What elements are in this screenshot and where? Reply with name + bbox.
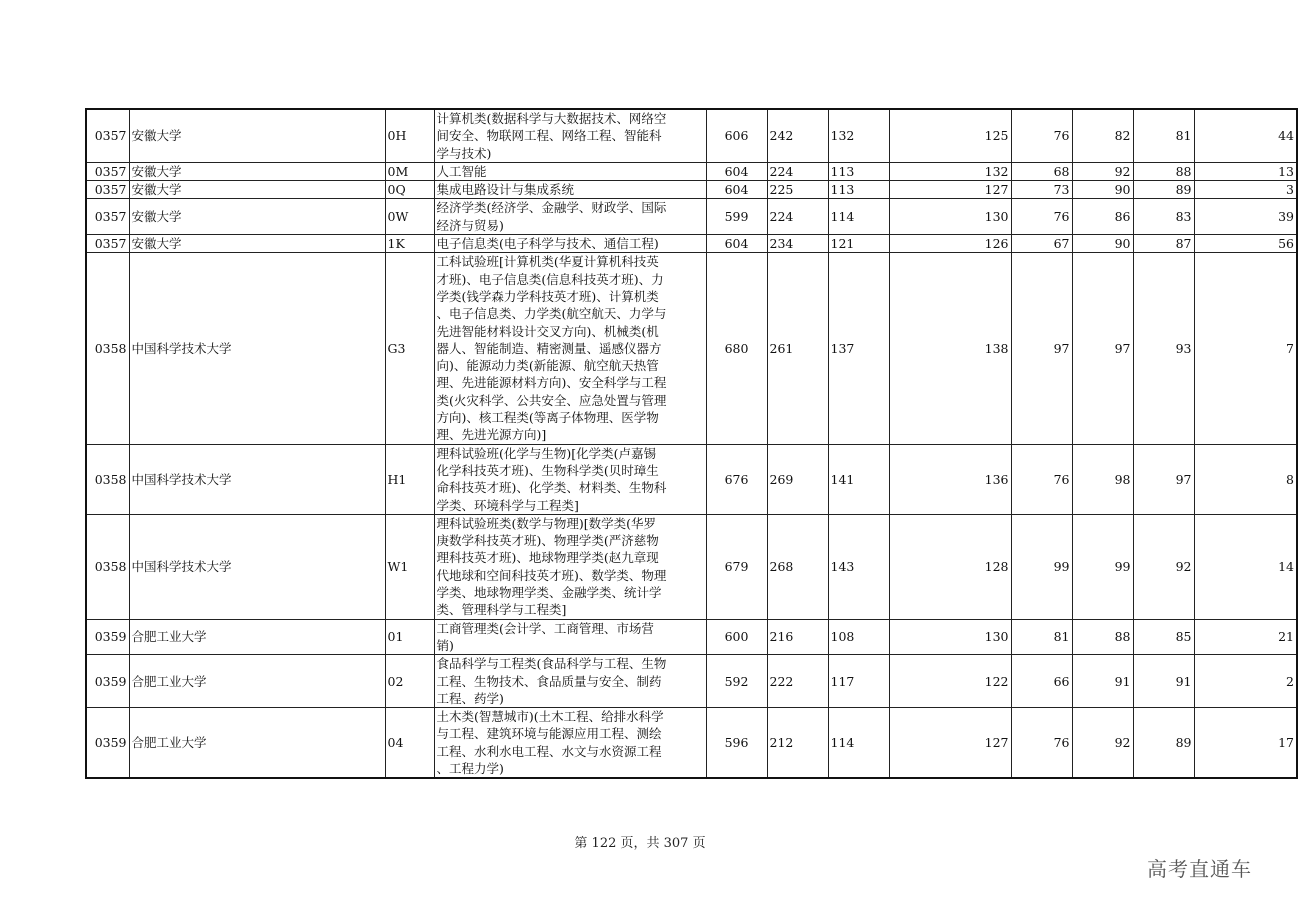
cell-score-5: 90 xyxy=(1072,235,1133,253)
table-row xyxy=(86,199,1297,235)
cell-school-code: 0359 xyxy=(86,708,129,779)
major-line: 庚数学科技英才班)、物理学类(严济慈物 xyxy=(436,533,659,549)
cell-major xyxy=(434,199,706,235)
cell-score-1: 242 xyxy=(767,109,828,162)
cell-score-6: 83 xyxy=(1133,199,1194,235)
cell-score-6: 97 xyxy=(1133,444,1194,514)
cell-school-code: 0359 xyxy=(86,655,129,708)
cell-school-code: 0358 xyxy=(86,444,129,514)
cell-score-7: 56 xyxy=(1194,235,1297,253)
cell-school-code: 0357 xyxy=(86,181,129,199)
cell-score-1: 224 xyxy=(767,199,828,235)
table-row xyxy=(86,708,1297,779)
cell-total-score: 604 xyxy=(706,181,767,199)
cell-group-code: H1 xyxy=(385,444,434,514)
cell-total-score: 592 xyxy=(706,655,767,708)
major-line: 类(火灾科学、公共安全、应急处置与管理 xyxy=(436,392,667,408)
cell-school-code: 0357 xyxy=(86,162,129,180)
cell-major xyxy=(434,109,706,162)
table-row xyxy=(86,655,1297,708)
cell-score-4: 68 xyxy=(1011,162,1072,180)
major-line: 间安全、物联网工程、网络工程、智能科 xyxy=(436,128,662,144)
cell-score-7: 7 xyxy=(1194,253,1297,444)
major-line: 与工程、建筑环境与能源应用工程、测绘 xyxy=(436,726,662,742)
major-line: 类、管理科学与工程类] xyxy=(436,602,567,618)
cell-score-2: 132 xyxy=(828,109,889,162)
cell-score-1: 212 xyxy=(767,708,828,779)
cell-major xyxy=(434,514,706,619)
cell-school-name: 合肥工业大学 xyxy=(129,655,385,708)
cell-score-4: 73 xyxy=(1011,181,1072,199)
cell-score-4: 76 xyxy=(1011,199,1072,235)
cell-school-name: 中国科学技术大学 xyxy=(129,444,385,514)
cell-score-4: 97 xyxy=(1011,253,1072,444)
major-line: 人工智能 xyxy=(436,163,487,179)
cell-score-4: 76 xyxy=(1011,708,1072,779)
cell-score-5: 91 xyxy=(1072,655,1133,708)
cell-group-code: 0W xyxy=(385,199,434,235)
major-line: 代地球和空间科技英才班)、数学类、物理 xyxy=(436,567,667,583)
major-line: 工程、药学) xyxy=(436,690,504,706)
cell-score-1: 222 xyxy=(767,655,828,708)
cell-score-5: 99 xyxy=(1072,514,1133,619)
cell-score-2: 121 xyxy=(828,235,889,253)
cell-score-6: 89 xyxy=(1133,181,1194,199)
cell-school-code: 0357 xyxy=(86,109,129,162)
cell-score-5: 92 xyxy=(1072,162,1133,180)
major-line: 工商管理类(会计学、工商管理、市场营 xyxy=(436,620,654,636)
cell-score-6: 85 xyxy=(1133,619,1194,655)
major-line: 经济与贸易) xyxy=(436,217,504,233)
major-line: 学类(钱学森力学科技英才班)、计算机类 xyxy=(436,288,659,304)
major-line: 学类、地球物理学类、金融学类、统计学 xyxy=(436,585,662,601)
cell-score-7: 21 xyxy=(1194,619,1297,655)
cell-school-name: 合肥工业大学 xyxy=(129,619,385,655)
cell-school-code: 0359 xyxy=(86,619,129,655)
major-line: 方向)、核工程类(等离子体物理、医学物 xyxy=(436,410,659,426)
page-footer: 第 122 页，共 307 页 xyxy=(574,836,706,851)
major-line: 理科试验班类(数学与物理)[数学类(华罗 xyxy=(436,515,657,531)
cell-score-7: 17 xyxy=(1194,708,1297,779)
major-line: 土木类(智慧城市)(土木工程、给排水科学 xyxy=(436,709,664,725)
cell-score-6: 81 xyxy=(1133,109,1194,162)
cell-score-2: 113 xyxy=(828,162,889,180)
cell-total-score: 606 xyxy=(706,109,767,162)
cell-score-7: 2 xyxy=(1194,655,1297,708)
cell-score-6: 88 xyxy=(1133,162,1194,180)
cell-score-7: 8 xyxy=(1194,444,1297,514)
cell-score-6: 92 xyxy=(1133,514,1194,619)
cell-score-3: 130 xyxy=(889,199,1011,235)
major-line: 才班)、电子信息类(信息科技英才班)、力 xyxy=(436,271,664,287)
major-line: 学类、环境科学与工程类] xyxy=(436,497,579,513)
cell-group-code: 02 xyxy=(385,655,434,708)
major-line: 学与技术) xyxy=(436,145,492,161)
major-line: 先进智能材料设计交叉方向)、机械类(机 xyxy=(436,323,659,339)
cell-score-2: 137 xyxy=(828,253,889,444)
major-line: 工程、水利水电工程、水文与水资源工程 xyxy=(436,743,662,759)
cell-school-name: 中国科学技术大学 xyxy=(129,514,385,619)
cell-score-1: 224 xyxy=(767,162,828,180)
cell-score-5: 88 xyxy=(1072,619,1133,655)
cell-group-code: G3 xyxy=(385,253,434,444)
cell-score-4: 76 xyxy=(1011,444,1072,514)
major-line: 计算机类(数据科学与大数据技术、网络空 xyxy=(436,111,667,126)
cell-school-code: 0357 xyxy=(86,235,129,253)
major-line: 理、先进能源材料方向)、安全科学与工程 xyxy=(436,375,667,391)
cell-major xyxy=(434,708,706,779)
major-line: 集成电路设计与集成系统 xyxy=(436,182,575,198)
cell-score-3: 130 xyxy=(889,619,1011,655)
table-row xyxy=(86,181,1297,199)
cell-school-name: 中国科学技术大学 xyxy=(129,253,385,444)
cell-score-3: 127 xyxy=(889,181,1011,199)
table-row xyxy=(86,619,1297,655)
table-row xyxy=(86,109,1297,162)
table-row xyxy=(86,514,1297,619)
cell-score-6: 93 xyxy=(1133,253,1194,444)
watermark-text: 高考直通车 xyxy=(1147,857,1252,881)
cell-score-4: 76 xyxy=(1011,109,1072,162)
cell-score-7: 13 xyxy=(1194,162,1297,180)
cell-school-name: 安徽大学 xyxy=(129,109,385,162)
cell-score-3: 127 xyxy=(889,708,1011,779)
major-line: 化学科技英才班)、生物科学类(贝时璋生 xyxy=(436,462,659,478)
cell-score-1: 234 xyxy=(767,235,828,253)
cell-score-1: 269 xyxy=(767,444,828,514)
cell-score-5: 90 xyxy=(1072,181,1133,199)
cell-group-code: 04 xyxy=(385,708,434,779)
cell-group-code: 01 xyxy=(385,619,434,655)
major-line: 电子信息类(电子科学与技术、通信工程) xyxy=(436,236,659,252)
cell-group-code: 1K xyxy=(385,235,434,253)
cell-school-code: 0358 xyxy=(86,514,129,619)
major-line: 理科试验班(化学与生物)[化学类(卢嘉锡 xyxy=(436,445,657,461)
cell-score-4: 67 xyxy=(1011,235,1072,253)
cell-school-name: 安徽大学 xyxy=(129,162,385,180)
cell-total-score: 676 xyxy=(706,444,767,514)
major-line: 销) xyxy=(436,637,454,653)
major-line: 器人、智能制造、精密测量、遥感仪器方 xyxy=(436,340,662,356)
major-line: 理、先进光源方向)] xyxy=(436,427,547,443)
cell-score-2: 143 xyxy=(828,514,889,619)
cell-score-4: 99 xyxy=(1011,514,1072,619)
cell-score-3: 136 xyxy=(889,444,1011,514)
cell-score-3: 122 xyxy=(889,655,1011,708)
cell-group-code: 0Q xyxy=(385,181,434,199)
cell-major xyxy=(434,235,706,253)
cell-score-3: 132 xyxy=(889,162,1011,180)
major-line: 、工程力学) xyxy=(436,760,504,776)
cell-major xyxy=(434,444,706,514)
cell-group-code: 0H xyxy=(385,109,434,162)
major-line: 、电子信息类、力学类(航空航天、力学与 xyxy=(436,306,667,322)
cell-score-7: 44 xyxy=(1194,109,1297,162)
cell-major xyxy=(434,181,706,199)
cell-score-4: 81 xyxy=(1011,619,1072,655)
major-line: 命科技英才班)、化学类、材料类、生物科 xyxy=(436,480,667,496)
major-line: 向)、能源动力类(新能源、航空航天热管 xyxy=(436,358,659,374)
cell-major xyxy=(434,619,706,655)
cell-score-5: 98 xyxy=(1072,444,1133,514)
cell-total-score: 679 xyxy=(706,514,767,619)
cell-score-7: 14 xyxy=(1194,514,1297,619)
cell-score-6: 91 xyxy=(1133,655,1194,708)
cell-score-3: 128 xyxy=(889,514,1011,619)
table-row xyxy=(86,444,1297,514)
cell-score-1: 216 xyxy=(767,619,828,655)
cell-score-2: 108 xyxy=(828,619,889,655)
cell-total-score: 600 xyxy=(706,619,767,655)
cell-total-score: 599 xyxy=(706,199,767,235)
cell-score-5: 86 xyxy=(1072,199,1133,235)
table-body xyxy=(86,109,1297,778)
cell-school-code: 0358 xyxy=(86,253,129,444)
cell-total-score: 604 xyxy=(706,235,767,253)
major-line: 工科试验班[计算机类(华夏计算机科技英 xyxy=(436,254,659,270)
cell-score-2: 117 xyxy=(828,655,889,708)
major-line: 工程、生物技术、食品质量与安全、制药 xyxy=(436,673,662,689)
cell-total-score: 680 xyxy=(706,253,767,444)
cell-score-2: 113 xyxy=(828,181,889,199)
table-row xyxy=(86,253,1297,444)
major-line: 理科技英才班)、地球物理学类(赵九章现 xyxy=(436,550,659,566)
cell-score-5: 82 xyxy=(1072,109,1133,162)
cell-major xyxy=(434,162,706,180)
cell-school-name: 安徽大学 xyxy=(129,181,385,199)
admission-score-table xyxy=(85,108,1298,779)
table-row xyxy=(86,235,1297,253)
cell-score-3: 138 xyxy=(889,253,1011,444)
cell-score-7: 39 xyxy=(1194,199,1297,235)
cell-score-1: 261 xyxy=(767,253,828,444)
cell-score-5: 92 xyxy=(1072,708,1133,779)
cell-school-name: 合肥工业大学 xyxy=(129,708,385,779)
cell-score-2: 114 xyxy=(828,708,889,779)
cell-score-2: 141 xyxy=(828,444,889,514)
cell-major xyxy=(434,253,706,444)
cell-score-1: 268 xyxy=(767,514,828,619)
cell-score-5: 97 xyxy=(1072,253,1133,444)
cell-score-3: 126 xyxy=(889,235,1011,253)
cell-score-4: 66 xyxy=(1011,655,1072,708)
cell-school-code: 0357 xyxy=(86,199,129,235)
cell-major xyxy=(434,655,706,708)
table-row xyxy=(86,162,1297,180)
cell-school-name: 安徽大学 xyxy=(129,235,385,253)
major-line: 经济学类(经济学、金融学、财政学、国际 xyxy=(436,200,667,216)
cell-school-name: 安徽大学 xyxy=(129,199,385,235)
cell-total-score: 596 xyxy=(706,708,767,779)
major-line: 食品科学与工程类(食品科学与工程、生物 xyxy=(436,656,667,672)
cell-group-code: W1 xyxy=(385,514,434,619)
cell-score-6: 87 xyxy=(1133,235,1194,253)
cell-total-score: 604 xyxy=(706,162,767,180)
cell-group-code: 0M xyxy=(385,162,434,180)
cell-score-2: 114 xyxy=(828,199,889,235)
cell-score-3: 125 xyxy=(889,109,1011,162)
cell-score-7: 3 xyxy=(1194,181,1297,199)
cell-score-1: 225 xyxy=(767,181,828,199)
cell-score-6: 89 xyxy=(1133,708,1194,779)
